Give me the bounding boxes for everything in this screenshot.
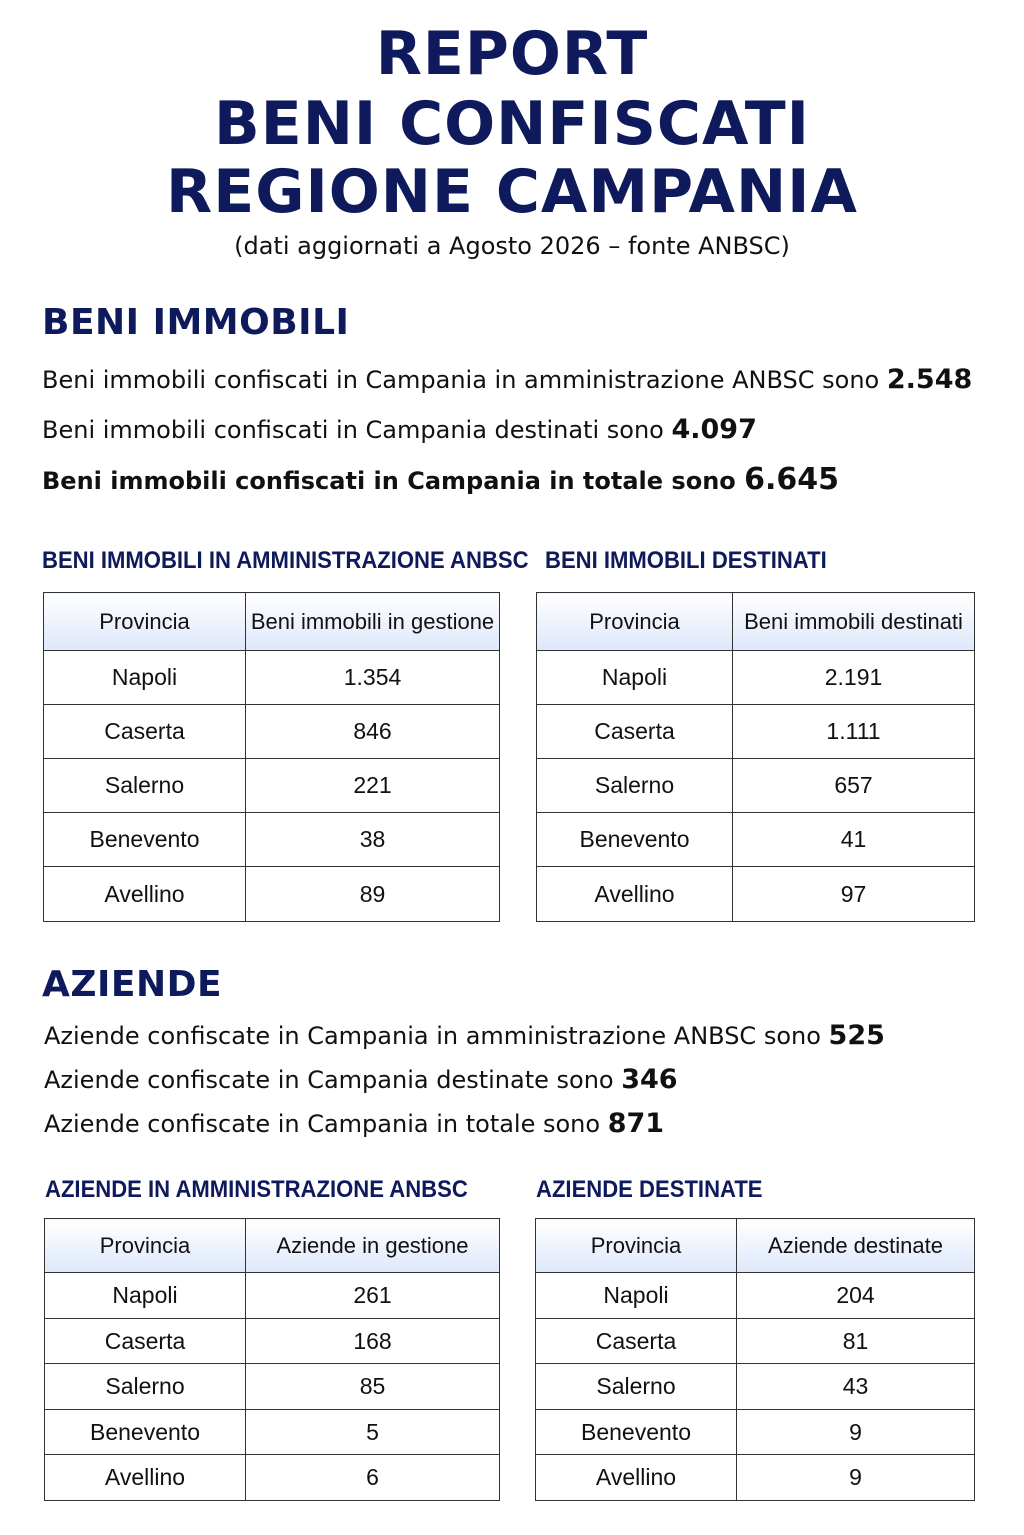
table-title-immobili-destinati: BENI IMMOBILI DESTINATI [545,547,827,574]
report-title-line2: BENI CONFISCATI [214,89,810,159]
summary-text: Aziende confiscate in Campania in totale sono [44,1110,608,1138]
summary-value: 346 [621,1064,678,1095]
cell-provincia: Benevento [536,1410,737,1455]
table-aziende-amministrazione [44,1218,500,1501]
cell-provincia: Salerno [537,759,733,813]
column-header-destinati: Beni immobili destinati [733,593,975,651]
summary-value: 2.548 [886,364,973,395]
table-immobili-amministrazione [43,592,500,922]
cell-valore: 85 [246,1364,500,1410]
cell-provincia: Napoli [44,651,246,705]
cell-provincia: Caserta [536,1319,737,1364]
summary-value: 4.097 [671,414,757,445]
cell-provincia: Benevento [44,813,246,867]
cell-provincia: Caserta [537,705,733,759]
summary-value: 871 [607,1108,665,1139]
cell-provincia: Avellino [45,1455,246,1501]
report-title-line1: REPORT [375,19,649,89]
table-row [44,813,500,867]
cell-provincia: Napoli [45,1273,246,1319]
summary-text: Beni immobili confiscati in Campania in amministrazione ANBSC sono [42,366,887,394]
report-title-line3: REGIONE CAMPANIA [166,157,858,227]
aziende-summary-totale [44,1108,664,1139]
section-heading-aziende: AZIENDE [42,964,223,1005]
column-header-provincia: Provincia [45,1219,246,1273]
cell-provincia: Avellino [44,867,246,922]
summary-value: 6.645 [744,462,840,497]
cell-provincia: Benevento [537,813,733,867]
summary-value: 525 [828,1020,885,1051]
summary-text: Aziende confiscate in Campania in amministrazione ANBSC sono [44,1022,829,1050]
table-row [537,813,975,867]
table-title-immobili-amministrazione: BENI IMMOBILI IN AMMINISTRAZIONE ANBSC [42,547,529,574]
column-header-provincia: Provincia [44,593,246,651]
section-heading-immobili: BENI IMMOBILI [42,302,350,343]
column-header-gestione: Aziende in gestione [246,1219,500,1273]
immobili-summary-amministrazione [42,364,972,395]
table-row [45,1364,500,1410]
summary-text: Beni immobili confiscati in Campania in totale sono [42,467,745,495]
cell-valore: 9 [737,1455,975,1501]
table-row [45,1455,500,1501]
table-row [45,1410,500,1455]
aziende-summary-amministrazione [44,1020,885,1051]
report-subtitle: (dati aggiornati a Agosto 2026 – fonte ANBSC) [234,232,790,260]
table-row [45,1273,500,1319]
cell-provincia: Salerno [536,1364,737,1410]
cell-valore: 5 [246,1410,500,1455]
cell-valore: 6 [246,1455,500,1501]
cell-valore: 38 [246,813,500,867]
immobili-summary-totale [42,462,839,497]
table-row [45,1319,500,1364]
table-row [537,705,975,759]
summary-text: Beni immobili confiscati in Campania destinati sono [42,416,672,444]
table-row [536,1455,975,1501]
table-row [536,1273,975,1319]
immobili-summary-destinati [42,414,757,445]
cell-provincia: Napoli [536,1273,737,1319]
table-row [44,759,500,813]
table-aziende-destinate [535,1218,975,1501]
cell-provincia: Avellino [537,867,733,922]
cell-valore: 221 [246,759,500,813]
cell-valore: 97 [733,867,975,922]
aziende-summary-destinati [44,1064,678,1095]
table-row [44,705,500,759]
cell-valore: 204 [737,1273,975,1319]
cell-provincia: Caserta [44,705,246,759]
cell-valore: 846 [246,705,500,759]
table-row [44,651,500,705]
column-header-destinate: Aziende destinate [737,1219,975,1273]
cell-valore: 9 [737,1410,975,1455]
cell-provincia: Napoli [537,651,733,705]
table-row [536,1319,975,1364]
cell-provincia: Salerno [45,1364,246,1410]
cell-valore: 43 [737,1364,975,1410]
cell-provincia: Caserta [45,1319,246,1364]
summary-text: Aziende confiscate in Campania destinate sono [44,1066,622,1094]
cell-provincia: Avellino [536,1455,737,1501]
cell-valore: 1.354 [246,651,500,705]
table-row [537,651,975,705]
cell-valore: 89 [246,867,500,922]
table-title-aziende-amministrazione: AZIENDE IN AMMINISTRAZIONE ANBSC [45,1176,468,1203]
cell-valore: 261 [246,1273,500,1319]
column-header-gestione: Beni immobili in gestione [246,593,500,651]
table-title-aziende-destinate: AZIENDE DESTINATE [536,1176,763,1203]
table-row [537,867,975,922]
table-immobili-destinati [536,592,975,922]
table-row [537,759,975,813]
table-row [44,867,500,922]
cell-valore: 2.191 [733,651,975,705]
cell-valore: 657 [733,759,975,813]
cell-valore: 168 [246,1319,500,1364]
cell-provincia: Salerno [44,759,246,813]
table-row [536,1364,975,1410]
cell-valore: 41 [733,813,975,867]
column-header-provincia: Provincia [536,1219,737,1273]
column-header-provincia: Provincia [537,593,733,651]
cell-valore: 1.111 [733,705,975,759]
cell-provincia: Benevento [45,1410,246,1455]
cell-valore: 81 [737,1319,975,1364]
table-row [536,1410,975,1455]
